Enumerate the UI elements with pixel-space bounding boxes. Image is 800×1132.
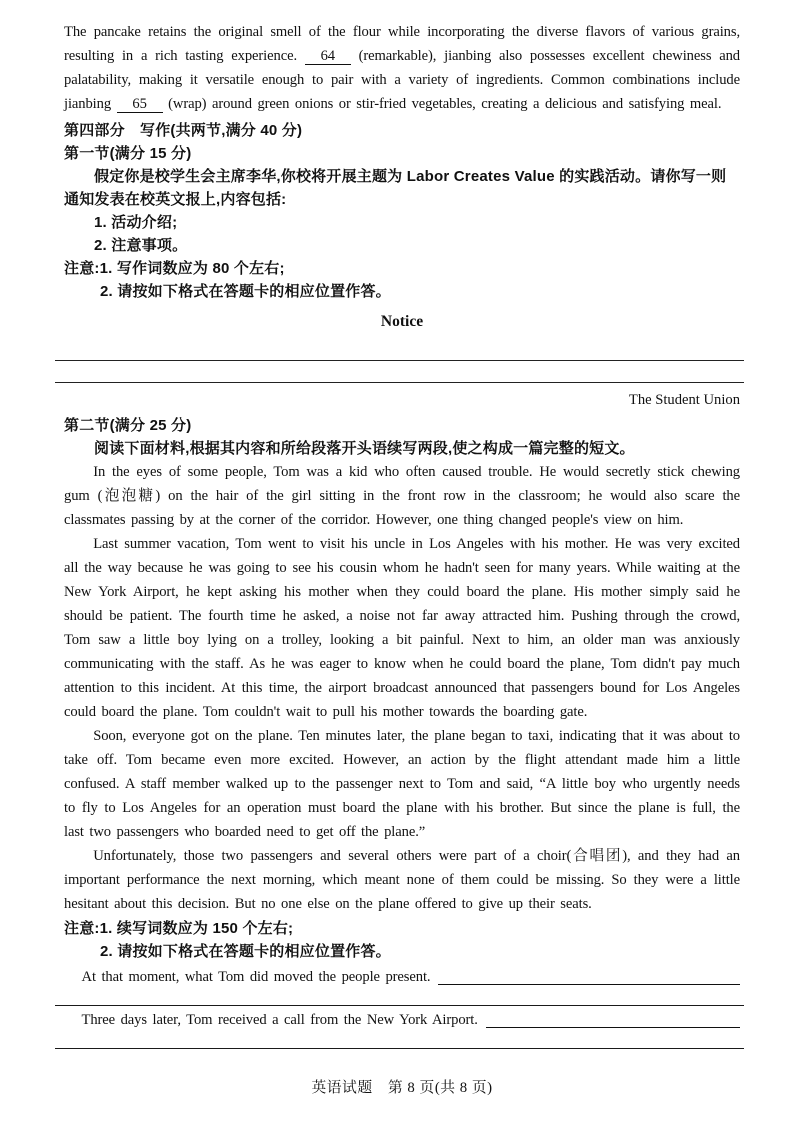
section1-heading: 第一节(满分 15 分): [64, 145, 192, 162]
page-footer: 英语试题 第 8 页(共 8 页): [311, 1080, 493, 1096]
story-paragraph-2: Last summer vacation, Tom went to visit his uncle in Los Angeles with his mother. He was very excited all the way because he was going to see his cousin whom he hadn't seen for many years. While waiting at the New York Airport, he kept asking his mother when they could board the plane. His mother simply said he should be patient. The fourth time he asked, a noise not far away attracted him. Pushing through the crowd, Tom saw a little boy lying on a trolley, looking a bit painful. Next to him, an older man was anxiously communicating with the staff. As he was eager to know when he could board the plane, Tom didn't pay much attention to this incident. At this time, the airport broadcast announced that passengers bound for Los Angeles could board the plane. Tom couldn't wait to pull his mother towards the boarding gate.: [64, 536, 740, 720]
section1-point-2: 2. 注意事项。: [94, 237, 188, 254]
notice-writing-line-2: [55, 382, 744, 383]
reading-blank-paragraph: [64, 20, 740, 116]
starter-1-text: At that moment, what Tom did moved the people present.: [81, 969, 431, 985]
section2-note-1: 1. 续写词数应为 150 个左右;: [99, 920, 294, 937]
starter-2-text: Three days later, Tom received a call from the New York Airport.: [81, 1012, 478, 1028]
story-paragraph-3: Soon, everyone got on the plane. Ten minutes later, the plane began to taxi, indicating that it was about to take off. Tom became even more excited. However, an action by the flight attendant made him a little confused. A staff member walked up to the passenger next to Tom and said, “A little boy who urgently needs to fly to Los Angeles for an operation must board the plane with his brother. But since the plane is full, the last two passengers who boarded need to get off the plane.”: [64, 728, 740, 840]
passage-text-segment: (remarkable), jianbing also possesses excellent chewiness and palatability, making it versatile enough to pair with a variety of ingredients. Common combinations include jianbing: [64, 48, 740, 112]
section2-instruction: 阅读下面材料,根据其内容和所给段落开头语续写两段,使之构成一篇完整的短文。: [94, 440, 635, 457]
blank-65-number: 65: [132, 96, 147, 112]
section1-note-1: 1. 写作词数应为 80 个左右;: [99, 260, 285, 277]
section1-note-line-1: [64, 257, 740, 280]
blank-64-number: 64: [320, 48, 336, 64]
notice-writing-line-1: [55, 360, 744, 361]
continuation-starter-1: [64, 965, 740, 989]
exam-page: [64, 20, 740, 1100]
section1-task: 假定你是校学生会主席李华,你校将开展主题为 Labor Creates Value 的实践活动。请你写一则通知发表在校英文报上,内容包括:: [64, 168, 727, 208]
story-paragraph-1: In the eyes of some people, Tom was a kid who often caused trouble. He would secretly stick chewing gum (泡泡糖) on the hair of the girl sitting in the front row in the classroom; he would also scare the classmates passing by at the corner of the corridor. However, one thing changed people's view on him.: [64, 464, 740, 528]
note-label: 注意:: [64, 920, 100, 937]
starter-2-answer-line: [486, 1008, 740, 1028]
starter-1-answer-line: [438, 965, 740, 985]
section1-point-1: 1. 活动介绍;: [94, 214, 178, 231]
fill-blank-65: [117, 96, 163, 113]
note-label: 注意:: [64, 260, 100, 277]
notice-title: Notice: [380, 313, 424, 330]
section2-note-2: 2. 请按如下格式在答题卡的相应位置作答。: [100, 943, 391, 960]
separator-line-1: [55, 1005, 744, 1006]
student-union-signature: The Student Union: [628, 392, 740, 408]
passage-text-segment: The pancake retains the original smell of the flour while incorporating the diverse flavors of various grains, resulting in a rich tasting experience.: [64, 24, 740, 64]
continuation-starter-2: [64, 1008, 740, 1032]
fill-blank-64: [305, 48, 351, 65]
section1-note-2: 2. 请按如下格式在答题卡的相应位置作答。: [100, 283, 391, 300]
passage-text-segment: (wrap) around green onions or stir-fried vegetables, creating a delicious and satisfying meal.: [162, 96, 722, 112]
section2-note-line-1: [64, 917, 740, 940]
section2-heading: 第二节(满分 25 分): [64, 417, 192, 434]
story-paragraph-4: Unfortunately, those two passengers and several others were part of a choir(合唱团), and they had an important performance the next morning, which meant none of them could be missing. So they were a little hesitant about this decision. But no one else on the plane offered to give up their seats.: [64, 848, 740, 912]
separator-line-2: [55, 1048, 744, 1049]
part4-writing-heading: 第四部分 写作(共两节,满分 40 分): [64, 122, 303, 139]
story-passage: [64, 460, 740, 916]
